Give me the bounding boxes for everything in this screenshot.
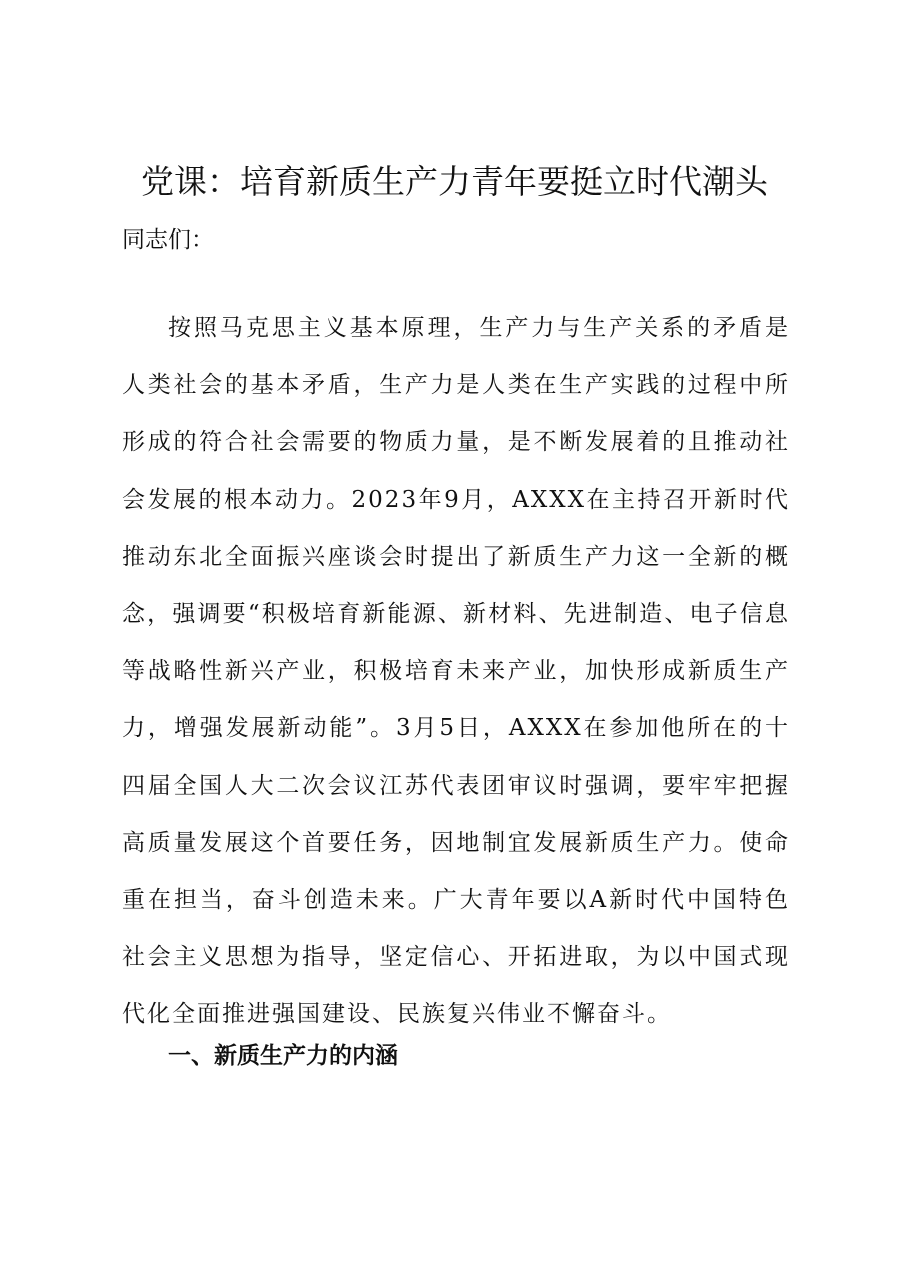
document-title: 党课：培育新质生产力青年要挺立时代潮头: [141, 162, 768, 201]
greeting: 同志们：: [122, 227, 214, 253]
body-paragraph: 按照马克思主义基本原理，生产力与生产关系的矛盾是人类社会的基本矛盾，生产力是人类在生产实践的过程中所形成的符合社会需要的物质力量，是不断发展着的且推动社会发展的根本动力。2023年9月，AXXX在主持召开新时代推动东北全面振兴座谈会时提出了新质生产力这一全新的概念，强调要“积极培育新能源、新材料、先进制造、电子信息等战略性新兴产业，积极培育未来产业，加快形成新质生产力，增强发展新动能”。3月5日，AXXX在参加他所在的十四届全国人大二次会议江苏代表团审议时强调，要牢牢把握高质量发展这个首要任务，因地制宜发展新质生产力。使命重在担当，奋斗创造未来。广大青年要以A新时代中国特色社会主义思想为指导，坚定信心、开拓进取，为以中国式现代化全面推进强国建设、民族复兴伟业不懈奋斗。: [122, 315, 790, 1028]
section-heading: 一、新质生产力的内涵: [168, 1043, 398, 1069]
